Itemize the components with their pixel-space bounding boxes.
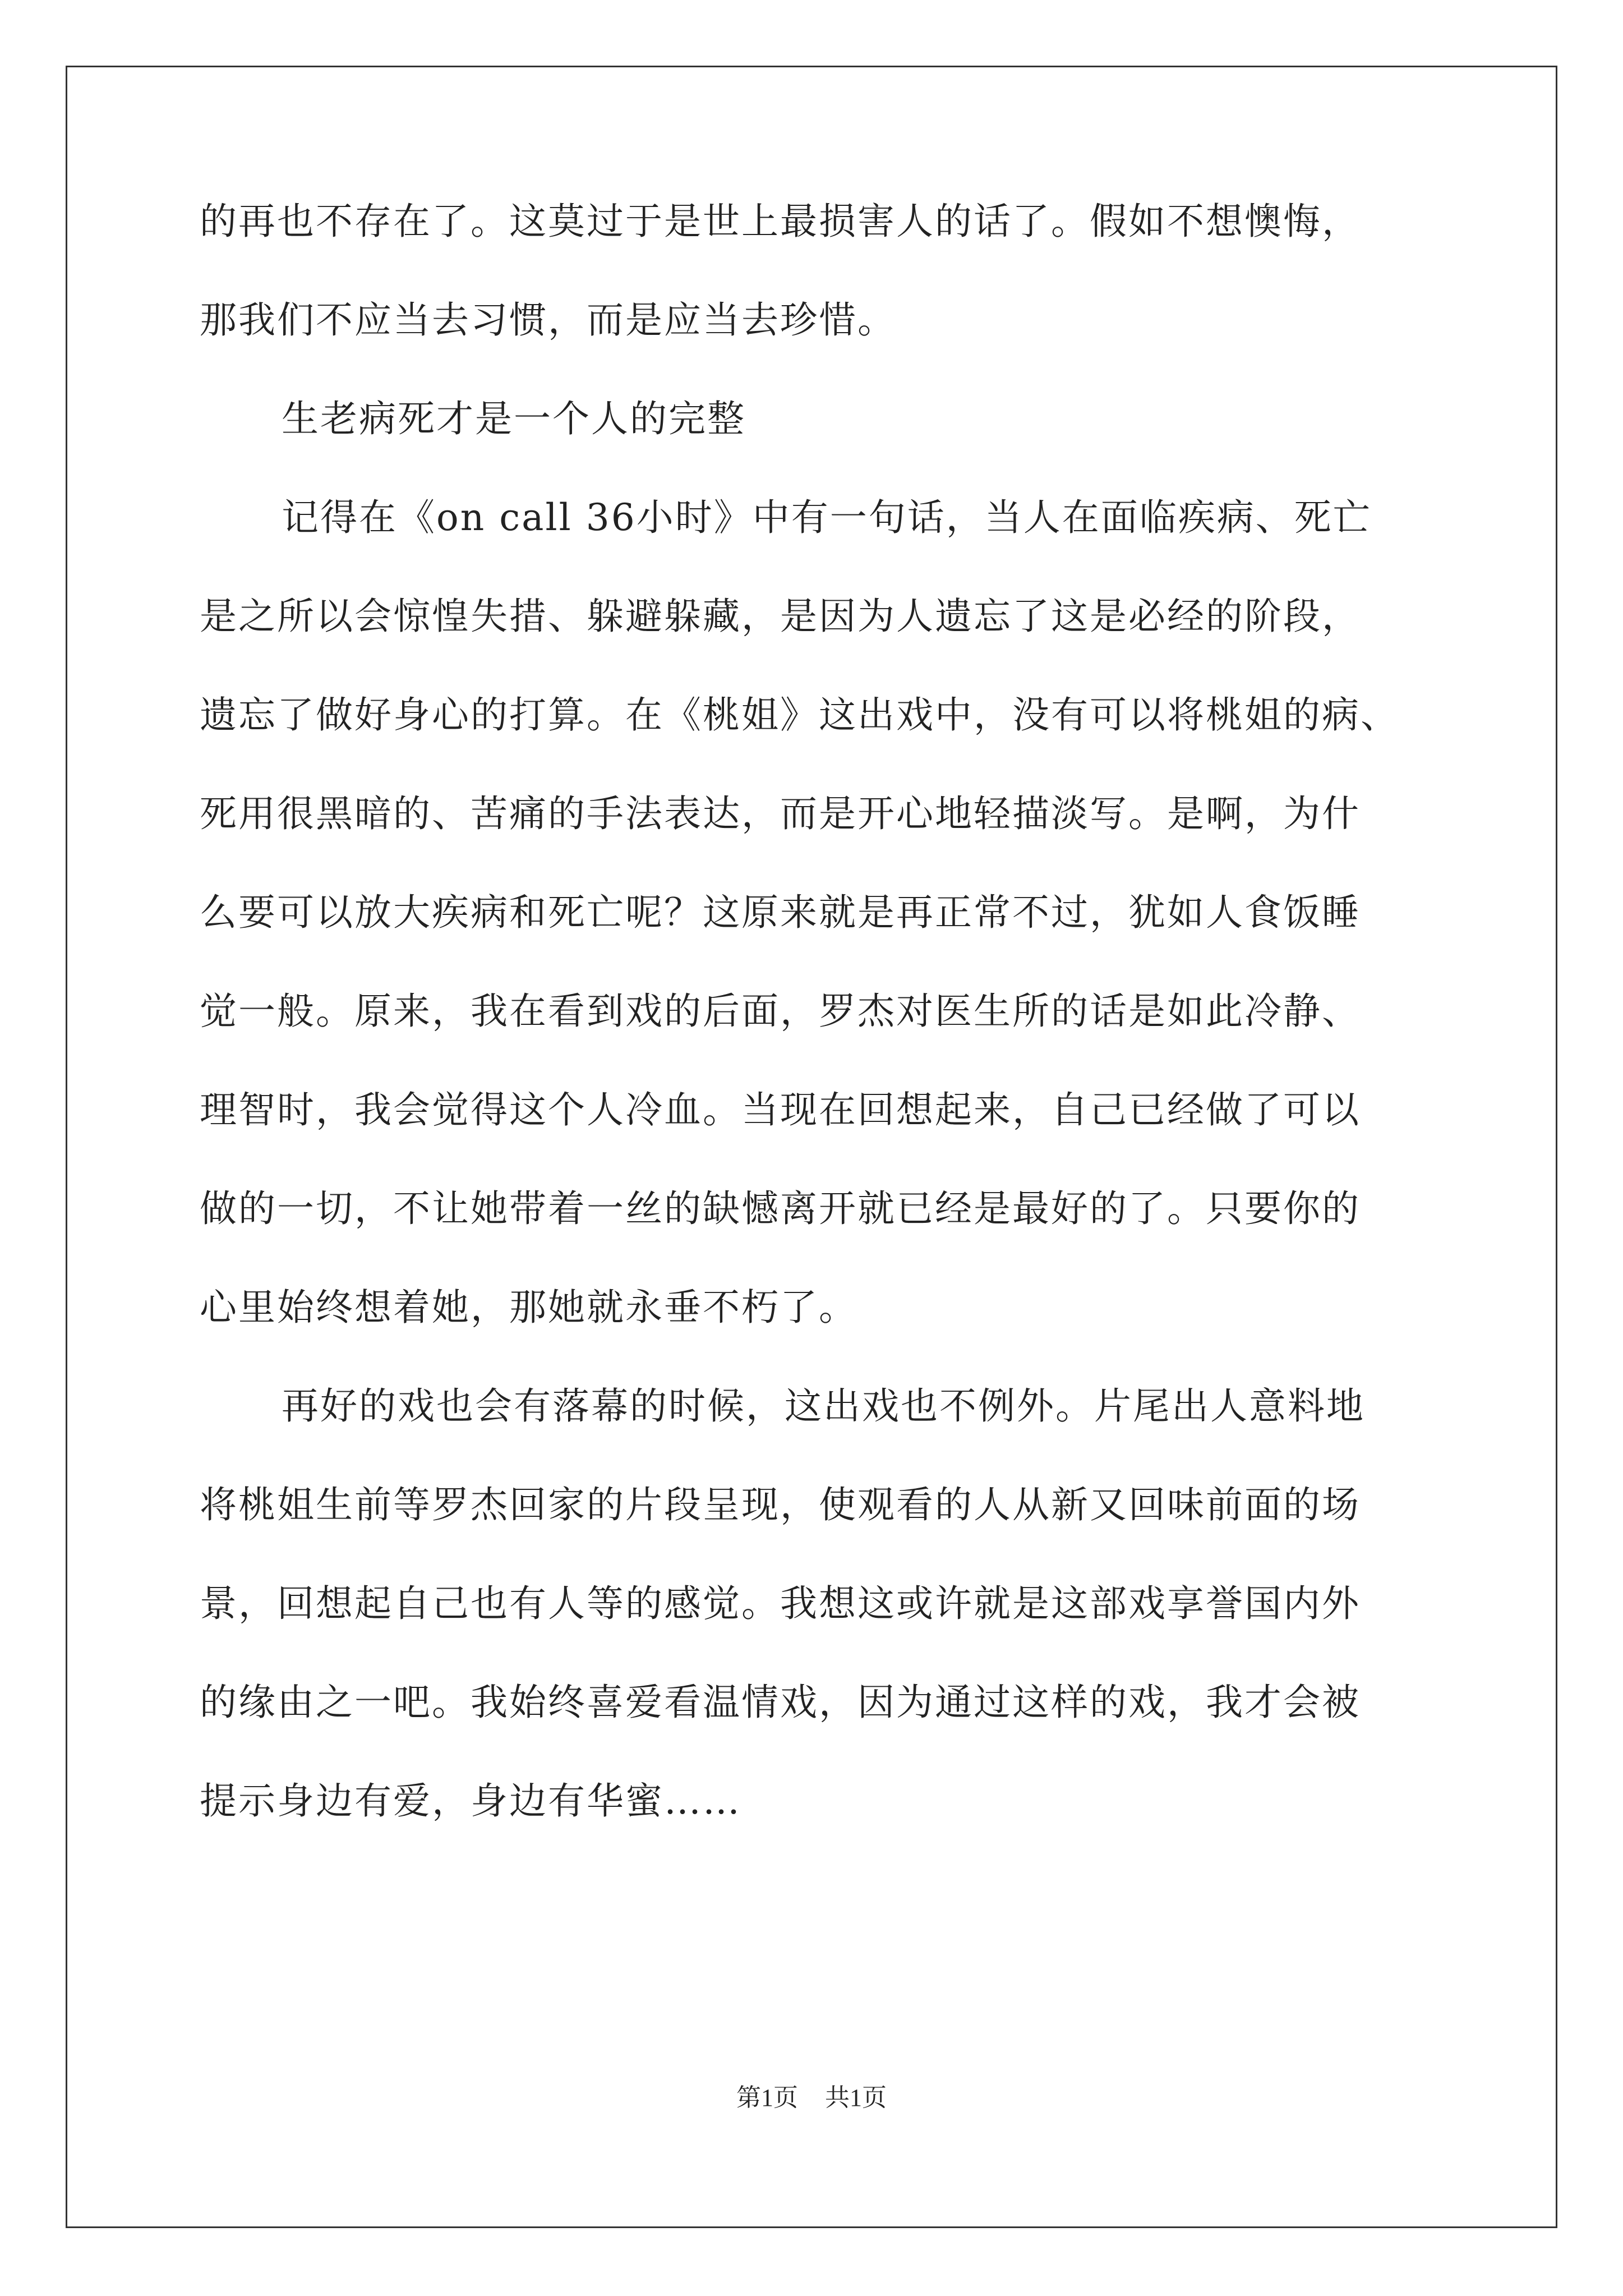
text-line: 那我们不应当去习惯，而是应当去珍惜。 xyxy=(200,298,896,342)
text-line: 记得在《on call 36小时》中有一句话，当人在面临疾病、死亡 xyxy=(282,496,1372,539)
text-line: 死用很黑暗的、苦痛的手法表达，而是开心地轻描淡写。是啊，为什 xyxy=(200,792,1361,835)
page-border xyxy=(66,66,1557,2228)
page-total: 共1页 xyxy=(825,2084,887,2111)
text-line: 将桃姐生前等罗杰回家的片段呈现，使观看的人从新又回味前面的场 xyxy=(200,1483,1361,1526)
text-line: 么要可以放大疾病和死亡呢？这原来就是再正常不过，犹如人食饭睡 xyxy=(200,891,1361,934)
text-line: 理智时，我会觉得这个人冷血。当现在回想起来，自己已经做了可以 xyxy=(200,1088,1361,1131)
page-number: 第1页 xyxy=(736,2084,798,2111)
text-line: 做的一切，不让她带着一丝的缺憾离开就已经是最好的了。只要你的 xyxy=(200,1187,1361,1230)
text-line: 再好的戏也会有落幕的时候，这出戏也不例外。片尾出人意料地 xyxy=(282,1384,1365,1428)
text-line: 遗忘了做好身心的打算。在《桃姐》这出戏中，没有可以将桃姐的病、 xyxy=(200,693,1399,737)
text-line: 觉一般。原来，我在看到戏的后面，罗杰对医生所的话是如此冷静、 xyxy=(200,990,1361,1033)
text-line: 是之所以会惊惶失措、躲避躲藏，是因为人遗忘了这是必经的阶段， xyxy=(200,595,1361,638)
text-line: 心里始终想着她，那她就永垂不朽了。 xyxy=(200,1286,857,1329)
text-line: 提示身边有爱，身边有华蜜…… xyxy=(200,1779,741,1823)
page-footer xyxy=(0,2082,1623,2114)
text-line: 的缘由之一吧。我始终喜爱看温情戏，因为通过这样的戏，我才会被 xyxy=(200,1681,1361,1724)
text-line: 的再也不存在了。这莫过于是世上最损害人的话了。假如不想懊悔， xyxy=(200,200,1361,243)
text-line: 景，回想起自己也有人等的感觉。我想这或许就是这部戏享誉国内外 xyxy=(200,1582,1361,1625)
section-heading: 生老病死才是一个人的完整 xyxy=(282,397,746,440)
